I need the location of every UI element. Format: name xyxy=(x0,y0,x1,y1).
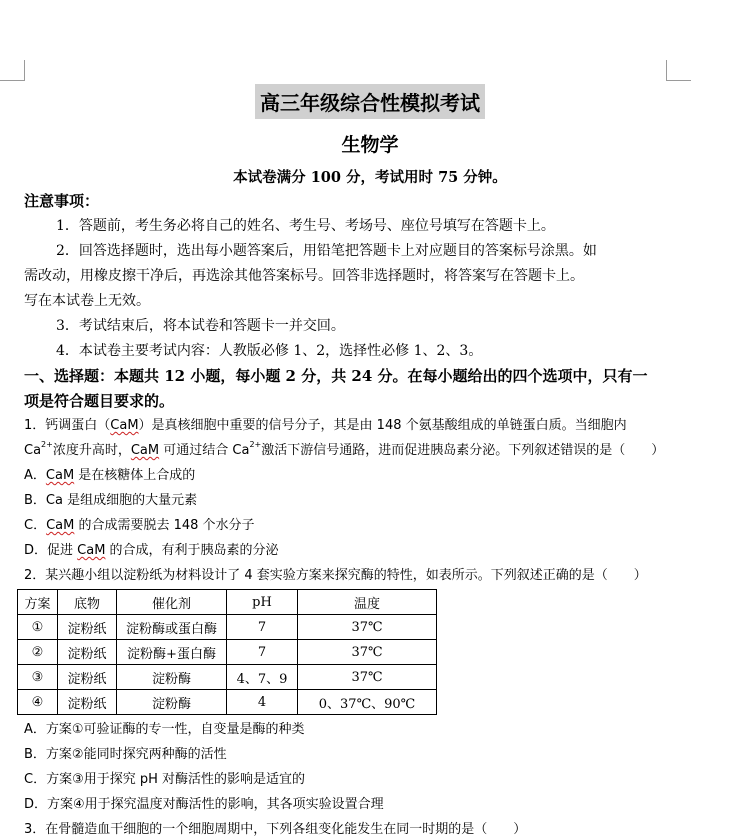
q1-stem-line-2 xyxy=(24,441,674,461)
cam-term: CaM xyxy=(110,418,139,433)
table-row xyxy=(18,690,437,715)
notes-item-2b: 需改动，用橡皮擦干净后，再选涂其他答案标号。回答非选择题时，将答案写在答题卡上。 xyxy=(24,268,584,284)
table-header: 方案 xyxy=(18,590,58,615)
experiment-table xyxy=(17,589,437,715)
q1-stem-part: 激活下游信号通路，进而促进胰岛素分泌。下列叙述错误的是（ ） xyxy=(261,443,665,458)
crop-mark-left xyxy=(0,60,25,81)
table-header-row xyxy=(18,590,437,615)
q2-option-c: C．方案③用于探究 pH 对酶活性的影响是适宜的 xyxy=(24,772,306,787)
table-cell: 37℃ xyxy=(298,615,437,640)
table-cell: ① xyxy=(18,615,58,640)
exam-subject: 生物学 xyxy=(341,134,399,156)
q1-stem-part: Ca xyxy=(24,443,42,458)
q3-stem: 3．在骨髓造血干细胞的一个细胞周期中，下列各组变化能发生在同一时期的是（ ） xyxy=(24,822,527,837)
table-cell: 淀粉纸 xyxy=(58,640,117,665)
table-cell: 7 xyxy=(227,640,298,665)
option-text: 的合成，有利于胰岛素的分泌 xyxy=(105,543,279,558)
table-row xyxy=(18,640,437,665)
table-cell: 淀粉酶 xyxy=(117,690,227,715)
q1-option-d xyxy=(24,541,674,561)
option-label: D．促进 xyxy=(24,543,78,558)
section-1-heading-a: 一、选择题：本题共 12 小题，每小题 2 分，共 24 分。在每小题给出的四个选项中，只有一 xyxy=(24,367,648,385)
q1-stem-line-1 xyxy=(24,416,674,436)
option-text: 的合成需要脱去 148 个水分子 xyxy=(74,518,255,533)
table-cell: 淀粉酶或蛋白酶 xyxy=(117,615,227,640)
option-label: A． xyxy=(24,468,46,483)
notes-item-2c: 写在本试卷上无效。 xyxy=(24,293,150,309)
table-cell: 淀粉酶 xyxy=(117,665,227,690)
cam-term: CaM xyxy=(46,518,75,533)
notes-item-3: 3．考试结束后，将本试卷和答题卡一并交回。 xyxy=(56,318,345,334)
q2-option-d: D．方案④用于探究温度对酶活性的影响，其各项实验设置合理 xyxy=(24,797,384,812)
q1-stem-part: 可通过结合 Ca xyxy=(159,443,250,458)
cam-term: CaM xyxy=(130,443,160,458)
notes-item-1: 1．答题前，考生务必将自己的姓名、考生号、考场号、座位号填写在答题卡上。 xyxy=(56,218,555,234)
table-row xyxy=(18,615,437,640)
option-text: 是在核糖体上合成的 xyxy=(74,468,196,483)
table-cell: 0、37℃、90℃ xyxy=(298,690,437,715)
q1-option-a xyxy=(24,466,674,486)
table-header: 催化剂 xyxy=(117,590,227,615)
cam-term: CaM xyxy=(77,543,106,558)
table-header: pH xyxy=(227,590,298,615)
table-cell: 淀粉纸 xyxy=(58,690,117,715)
q1-stem-part: 浓度升高时， xyxy=(52,443,131,458)
cam-term: CaM xyxy=(45,468,75,483)
table-cell: 4 xyxy=(227,690,298,715)
q2-stem: 2．某兴趣小组以淀粉纸为材料设计了 4 套实验方案来探究酶的特性，如表所示。下列叙述正确的是（ ） xyxy=(24,568,647,583)
table-cell: 淀粉酶+蛋白酶 xyxy=(117,640,227,665)
q1-option-c xyxy=(24,516,674,536)
q1-stem-part: ）是真核细胞中重要的信号分子，其是由 148 个氨基酸组成的单链蛋白质。当细胞内 xyxy=(138,418,627,433)
notes-heading: 注意事项： xyxy=(24,192,100,210)
table-row xyxy=(18,665,437,690)
title-container xyxy=(0,84,740,119)
q2-option-b: B．方案②能同时探究两种酶的活性 xyxy=(24,747,227,762)
superscript: 2+ xyxy=(41,440,53,449)
table-cell: 37℃ xyxy=(298,640,437,665)
superscript: 2+ xyxy=(249,440,262,449)
table-cell: 淀粉纸 xyxy=(58,615,117,640)
table-header: 温度 xyxy=(298,590,437,615)
section-1-heading-b: 项是符合题目要求的。 xyxy=(24,392,175,410)
table-cell: 4、7、9 xyxy=(227,665,298,690)
score-line: 本试卷满分 100 分，考试用时 75 分钟。 xyxy=(233,169,507,186)
q1-stem-part: 1．钙调蛋白（ xyxy=(24,418,111,433)
exam-title: 高三年级综合性模拟考试 xyxy=(255,84,485,119)
q2-option-a: A．方案①可验证酶的专一性，自变量是酶的种类 xyxy=(24,722,305,737)
table-cell: 37℃ xyxy=(298,665,437,690)
table-cell: ④ xyxy=(18,690,58,715)
table-cell: ③ xyxy=(18,665,58,690)
crop-mark-right xyxy=(666,60,691,81)
notes-item-2a: 2．回答选择题时，选出每小题答案后，用铅笔把答题卡上对应题目的答案标号涂黑。如 xyxy=(56,243,597,259)
table-cell: 淀粉纸 xyxy=(58,665,117,690)
q1-option-b: B．Ca 是组成细胞的大量元素 xyxy=(24,493,198,508)
notes-item-4: 4．本试卷主要考试内容：人教版必修 1、2，选择性必修 1、2、3。 xyxy=(56,343,483,359)
table-cell: ② xyxy=(18,640,58,665)
table-cell: 7 xyxy=(227,615,298,640)
table-header: 底物 xyxy=(58,590,117,615)
option-label: C． xyxy=(24,518,47,533)
